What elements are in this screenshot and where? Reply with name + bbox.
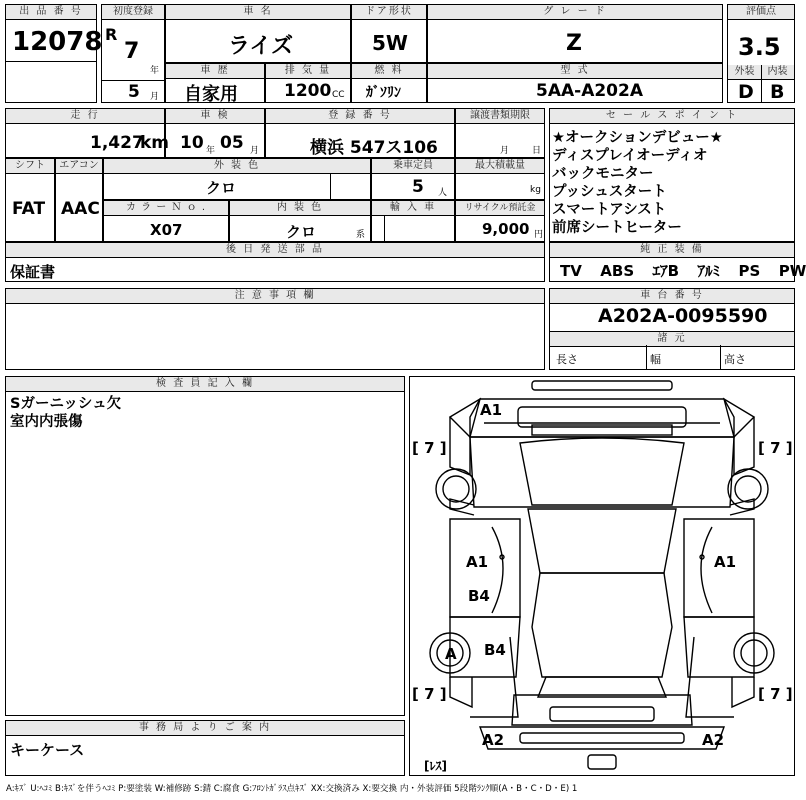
inspection-month: 05 [220,133,244,153]
damage-left-rear-wheel: A [445,645,457,663]
import-box: 輸 入 車 [371,200,455,242]
reg-month: 5 [128,82,140,102]
spare-tire-mark: [ﾚｽ] [424,759,447,773]
damage-left-rear-door: B4 [468,587,490,605]
displacement: 1200 [284,81,332,101]
history: 自家用 [184,84,238,105]
equip-item: ABS [600,262,635,280]
capacity-box: 乗車定員 5 人 [371,158,455,200]
legend: A:ｷｽﾞ U:ﾍｺﾐ B:ｷｽﾞを伴うﾍｺﾐ P:要塗装 W:補修跡 S:錆 C:腐食 G:ﾌﾛﾝﾄｶﾞﾗｽ点ｷｽﾞ XX:交換済み X:要交換 内・外装評価 5段階ﾗﾝｸ順(A・B・C・D・E) 1 [6,784,578,794]
fuel: ｶﾞｿﾘﾝ [366,85,401,101]
mileage-box: 走 行 1,427 km [5,108,165,158]
lot-box [5,4,103,103]
tire-rear-left: [ 7 ] [412,685,447,703]
inspector-box: 検 査 員 記 入 欄 Sガーニッシュ欠 室内内張傷 [5,376,405,716]
later-parts-box: 後 日 発 送 部 品 保証書 [5,242,545,282]
car-diagram [409,376,795,776]
era: R [105,25,118,44]
mileage: 1,427 [90,133,144,153]
sales-point: 前席シートヒーター [552,220,682,236]
door-box: ドア形状 5W [351,4,427,63]
damage-rear-left: A2 [482,731,505,749]
car-name: ライズ [228,34,294,59]
exterior-color: クロ [206,179,237,197]
chassis-number: A202A-0095590 [598,305,768,327]
sales-point: ディスプレイオーディオ [552,148,708,164]
sales-point: ★オークションデビュー★ [552,130,723,146]
office-text: キーケース [10,741,85,759]
transfer-box: 譲渡書類期限 月 日 [455,108,545,158]
inspection-box: 車 検 10 年 05 月 [165,108,265,158]
later-parts: 保証書 [10,263,56,281]
color-number: X07 [150,221,183,239]
recycle-box: リサイクル預託金 9,000 円 [455,200,545,242]
inspector-notes [10,395,121,431]
aircon: AAC [61,199,100,219]
fuel-box: 燃 料 ｶﾞｿﾘﾝ [351,63,427,103]
door-type: 5W [372,31,408,55]
damage-rear-right: A2 [702,731,725,749]
interior-color: クロ [286,223,317,241]
damage-right-front-door: A1 [714,553,737,571]
grade: Z [566,31,582,56]
tire-rear-right: [ 7 ] [758,685,793,703]
damage-left-front-door: A1 [466,553,489,571]
score: 3.5 [738,33,781,61]
ac-box: エアコン AAC [55,158,103,242]
score-box: 評価点 3.5 外装 内装 D B [727,4,795,103]
sales-point: スマートアシスト [552,202,667,218]
inspection-year: 10 [180,133,204,153]
shift-box: シフト FAT [5,158,55,242]
ext-color-box: 外 装 色 クロ [103,158,371,200]
notes-box: 注 意 事 項 欄 [5,288,545,370]
plate-box: 登 録 番 号 横浜 547ス106 [265,108,455,158]
reg-year: 7 [124,39,140,64]
history-box: 車 歴 自家用 [165,63,265,103]
ext-grade: D [738,81,754,103]
equip-item: PW [778,262,806,280]
equip-item: TV [560,262,582,280]
sales-point: プッシュスタート [552,184,667,200]
first-registration-box: 初度登録 R 7 年 5 月 [101,4,165,103]
first-reg-label: 初度登録 [102,5,164,20]
office-box: 事 務 局 よ り ご 案 内 キーケース [5,720,405,776]
equip-item: PS [738,262,761,280]
inspector-line: 室内内張傷 [10,414,83,430]
int-color-box: 内 装 色 クロ 系 [229,200,371,242]
capacity: 5 [412,177,424,197]
sales-points-list [552,129,723,237]
tire-front-right: [ 7 ] [758,439,793,457]
equip-item: ｱﾙﾐ [697,262,721,280]
plate-number: 横浜 547ス106 [310,138,438,158]
color-no-box: カ ラ ー Ｎ ｏ . X07 [103,200,229,242]
int-grade: B [770,81,785,103]
model: 5AA-A202A [536,81,643,101]
model-box: 型 式 5AA-A202A [427,63,723,103]
recycle-fee: 9,000 [482,220,530,238]
car-outline [410,377,794,775]
shift: FAT [12,199,46,219]
lot-label: 出 品 番 号 [6,5,96,20]
lot-number: 12078 [12,27,103,57]
tire-front-left: [ 7 ] [412,439,447,457]
damage-front: A1 [480,401,503,419]
car-name-box: 車 名 ライズ [165,4,351,63]
grade-box: グ レ ー ド Z [427,4,723,63]
sales-point: バックモニター [552,166,654,182]
equip-item: ｴｱB [652,262,680,280]
equipment-box: 純 正 装 備 TV ABS ｴｱB ｱﾙﾐ PS PW [549,242,795,282]
sales-points-box: セ ー ル ス ポ イ ン ト ★オークションデビュー★ ディスプレイオーディオ バックモニター プッシュスタート スマートアシスト 前席シートヒーター [549,108,795,242]
inspector-line: Sガーニッシュ欠 [10,396,122,412]
chassis-box: 車 台 番 号 A202A-0095590 諸 元 長さ 幅 高さ [549,288,795,370]
damage-left-rear-fender: B4 [484,641,506,659]
displacement-box: 排 気 量 1200 CC [265,63,351,103]
equipment-list [560,260,806,281]
load-box: 最大積載量 kg [455,158,545,200]
